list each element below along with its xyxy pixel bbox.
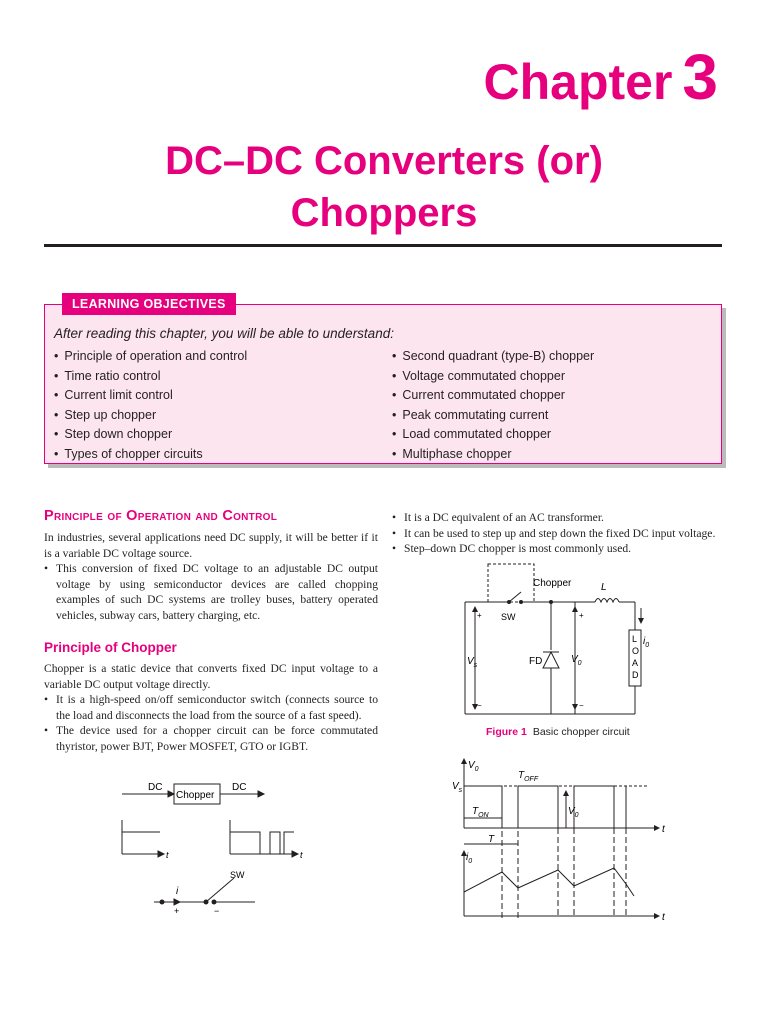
voltage-waveform (464, 786, 626, 828)
title-line-1: DC–DC Converters (or) (165, 139, 603, 183)
dc-output-label: DC (232, 782, 247, 793)
current-label: i (176, 886, 179, 897)
objective-item: • Step down chopper (54, 425, 247, 445)
objective-item: • Peak commutating current (392, 406, 594, 426)
section-heading: Principle of Operation and Control (44, 508, 278, 524)
objective-item: • Second quadrant (type-B) chopper (392, 347, 594, 367)
chopper-label: Chopper (533, 578, 572, 589)
plus-label: + (477, 611, 482, 620)
dc-input-label: DC (148, 782, 163, 793)
section-bullet: • This conversion of fixed DC voltage to an adjustable DC output voltage by using semiconductor devices are called chopping examples of such DC systems are trolley buses, battery operated vehicles, subway cars, battery charging, etc. (44, 561, 378, 623)
inductor-coil (595, 599, 619, 603)
learning-objectives-tab: LEARNING OBJECTIVES (62, 293, 236, 315)
junction-dot-icon (549, 600, 553, 604)
time-axis-arrow-icon (654, 825, 660, 831)
plus-label: + (579, 611, 584, 620)
chapter-heading (483, 40, 718, 114)
plus-label: + (174, 906, 180, 916)
right-column-bullets (392, 510, 728, 557)
output-wave-arrow-icon (292, 851, 298, 857)
subsection-paragraph: Chopper is a static device that converts fixed DC input voltage to a variable DC output voltage directly. (44, 662, 378, 691)
output-voltage-label: $V_0$ (571, 654, 582, 667)
switch-blade (509, 592, 521, 602)
objective-item: • Principle of operation and control (54, 347, 247, 367)
switch-terminal-icon (507, 600, 511, 604)
subsection-bullet: • The device used for a chopper circuit can be force commutated thyristor, power BJT, Power MOSFET, GTO or IGBT. (44, 723, 378, 754)
figure-number: Figure 1 (486, 726, 527, 738)
chopper-block-label: Chopper (176, 790, 215, 801)
switch-terminal-icon (519, 600, 523, 604)
source-voltage-label: $V_s$ (467, 656, 478, 669)
switch-terminal-icon (160, 900, 165, 905)
objective-item: • Time ratio control (54, 367, 247, 387)
time-label: t (662, 824, 665, 835)
inductor-label: L (601, 582, 607, 593)
current-axis-label: $i_0$ (466, 852, 473, 865)
objective-item: • Voltage commutated chopper (392, 367, 594, 387)
objective-item: • Step up chopper (54, 406, 247, 426)
time-axis-arrow-icon (654, 913, 660, 919)
switch-label: SW (501, 612, 516, 622)
current-label: $i_0$ (643, 636, 650, 649)
minus-label: − (579, 701, 584, 710)
figure-caption (486, 726, 630, 738)
freewheeling-diode-icon (543, 652, 559, 668)
load-letter: D (632, 670, 639, 680)
objective-item: • Load commutated chopper (392, 425, 594, 445)
chopper-waveform-diagram (448, 756, 678, 924)
input-arrow-icon (168, 791, 174, 797)
subsection-bullet: • It is a high-speed on/off semiconductor switch (connects source to the load and disconnects the load from the source of a fast speed). (44, 692, 378, 723)
right-bullet: • Step–down DC chopper is most commonly used. (392, 541, 728, 557)
subsection-body (44, 661, 378, 755)
output-waveform (230, 832, 294, 854)
vout-arrow-icon (572, 606, 578, 612)
time-label: t (166, 850, 169, 860)
section-paragraph: In industries, several applications need DC supply, it will be better if it is a variable DC voltage source. (44, 531, 378, 560)
chapter-title (0, 135, 768, 239)
chapter-number: 3 (682, 41, 718, 113)
ton-label: $T_{ON}$ (472, 806, 489, 819)
objectives-left-list (54, 347, 247, 464)
switch-label: SW (230, 870, 245, 880)
voltage-axis-label: $V_0$ (468, 760, 479, 773)
output-arrow-icon (258, 791, 264, 797)
objective-item: • Current commutated chopper (392, 386, 594, 406)
title-rule (44, 244, 722, 247)
switch-terminal-icon (204, 900, 209, 905)
vs-label: $V_s$ (452, 781, 463, 794)
period-label: T (488, 834, 495, 845)
vout-side-label: $V_0$ (568, 806, 579, 819)
section-body (44, 530, 378, 624)
right-bullet: • It can be used to step up and step down the fixed DC input voltage. (392, 526, 728, 542)
vout-arrow-icon (572, 704, 578, 710)
objective-item: • Current limit control (54, 386, 247, 406)
figure-caption-text: Basic chopper circuit (532, 726, 630, 738)
basic-chopper-circuit (455, 560, 655, 720)
switch-blade (206, 878, 234, 902)
time-label: t (300, 850, 303, 860)
switch-terminal-icon (212, 900, 217, 905)
title-line-2: Choppers (290, 191, 478, 235)
current-arrow-icon (174, 899, 180, 905)
load-letter: A (632, 658, 639, 668)
input-wave-arrow-icon (158, 851, 164, 857)
minus-label: − (477, 701, 482, 710)
objective-item: • Types of chopper circuits (54, 445, 247, 465)
objectives-right-list (392, 347, 594, 464)
load-letter: L (632, 634, 638, 644)
diode-label: FD (529, 656, 543, 667)
time-label: t (662, 912, 665, 923)
subsection-heading: Principle of Chopper (44, 640, 177, 655)
minus-label: − (214, 906, 220, 916)
current-arrow-icon (638, 618, 644, 624)
objective-item: • Multiphase chopper (392, 445, 594, 465)
right-bullet: • It is a DC equivalent of an AC transformer. (392, 510, 728, 526)
chopper-dashed-box (488, 564, 534, 602)
chopper-block-diagram (110, 772, 320, 922)
toff-label: $T_{OFF}$ (518, 770, 539, 783)
load-letter: O (632, 646, 640, 656)
voltage-axis-arrow-icon (461, 758, 467, 764)
current-waveform (464, 868, 634, 896)
learning-objectives-intro: After reading this chapter, you will be able to understand: (54, 326, 394, 341)
chapter-word: Chapter (483, 54, 673, 110)
vout-dim-arrow-icon (563, 790, 569, 796)
